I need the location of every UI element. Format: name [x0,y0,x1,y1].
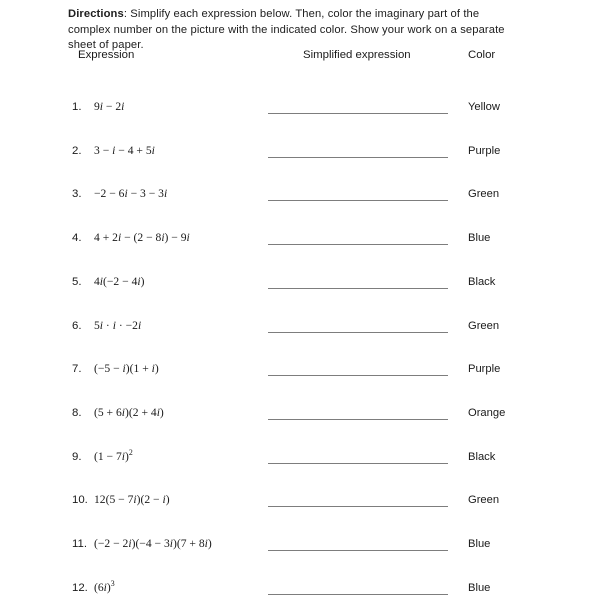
answer-blank[interactable] [268,244,448,245]
problem-expression: $(6i)^3$ [94,578,115,594]
problem-expression: (−2 − 2i)(−4 − 3i)(7 + 8i) [94,537,212,550]
problem-number: 11. [72,538,87,550]
problem-expression: 4i(−2 − 4i) [94,274,145,288]
problem-color: Orange [468,406,506,419]
answer-blank[interactable] [268,594,448,595]
problem-color: Blue [468,232,491,245]
problem-row [0,319,600,343]
directions-text: : Simplify each expression below. Then, color the imaginary part of the complex number on the picture with the indicated color. Show your work on a separate sheet of paper. [68,8,505,51]
header-color: Color [468,49,496,61]
column-headers [0,49,600,67]
problem-row [0,537,600,561]
problem-row [0,187,600,211]
problem-color: Blue [468,581,491,594]
problem-expression: −2 − 6i − 3 − 3i [94,187,168,201]
problem-expression: 12(5 − 7i)(2 − i) [94,493,170,507]
problem-row [0,144,600,168]
problem-expression: (−5 − i)(1 + i) [94,362,159,376]
problem-color: Green [468,188,500,201]
problem-number: 10. [72,494,88,507]
answer-blank[interactable] [268,113,448,114]
problem-row [0,100,600,124]
problem-number: 2. [72,144,82,157]
answer-blank[interactable] [268,506,448,507]
problem-expression: 5i · i · −2i [94,318,142,332]
problem-number: 8. [72,406,82,419]
problem-number: 1. [72,101,82,113]
problem-color: Black [468,275,496,288]
problem-number: 4. [72,232,82,245]
problem-expression: $(1 - 7i)^2$ [94,447,133,463]
problem-number: 5. [72,275,82,288]
problem-row [0,406,600,430]
answer-blank[interactable] [268,550,448,551]
problem-number: 9. [72,450,82,463]
problem-row [0,362,600,386]
answer-blank[interactable] [268,288,448,289]
answer-blank[interactable] [268,332,448,333]
answer-blank[interactable] [268,419,448,420]
problem-expression: 3 − i − 4 + 5i [94,143,155,157]
problem-row [0,493,600,517]
problem-row [0,447,600,474]
problem-number: 12. [72,581,88,594]
problem-color: Green [468,494,500,507]
problem-row [0,231,600,255]
problem-color: Yellow [468,101,500,113]
problem-expression: 9i − 2i [94,100,125,113]
problem-color: Black [468,450,496,463]
problem-expression: (5 + 6i)(2 + 4i) [94,405,164,419]
directions-label: Directions [68,8,124,20]
header-expression: Expression [78,49,135,61]
problem-color: Purple [468,144,501,157]
problem-color: Purple [468,363,501,376]
problem-color: Green [468,319,500,332]
answer-blank[interactable] [268,157,448,158]
problem-number: 3. [72,188,82,201]
problem-row [0,275,600,299]
header-simplified-expression: Simplified expression [303,49,411,61]
problem-expression: 4 + 2i − (2 − 8i) − 9i [94,231,190,245]
problem-row [0,578,600,605]
answer-blank[interactable] [268,375,448,376]
directions-paragraph [68,7,520,54]
problem-number: 6. [72,319,82,332]
problem-color: Blue [468,538,491,550]
answer-blank[interactable] [268,200,448,201]
problem-number: 7. [72,363,82,376]
answer-blank[interactable] [268,463,448,464]
